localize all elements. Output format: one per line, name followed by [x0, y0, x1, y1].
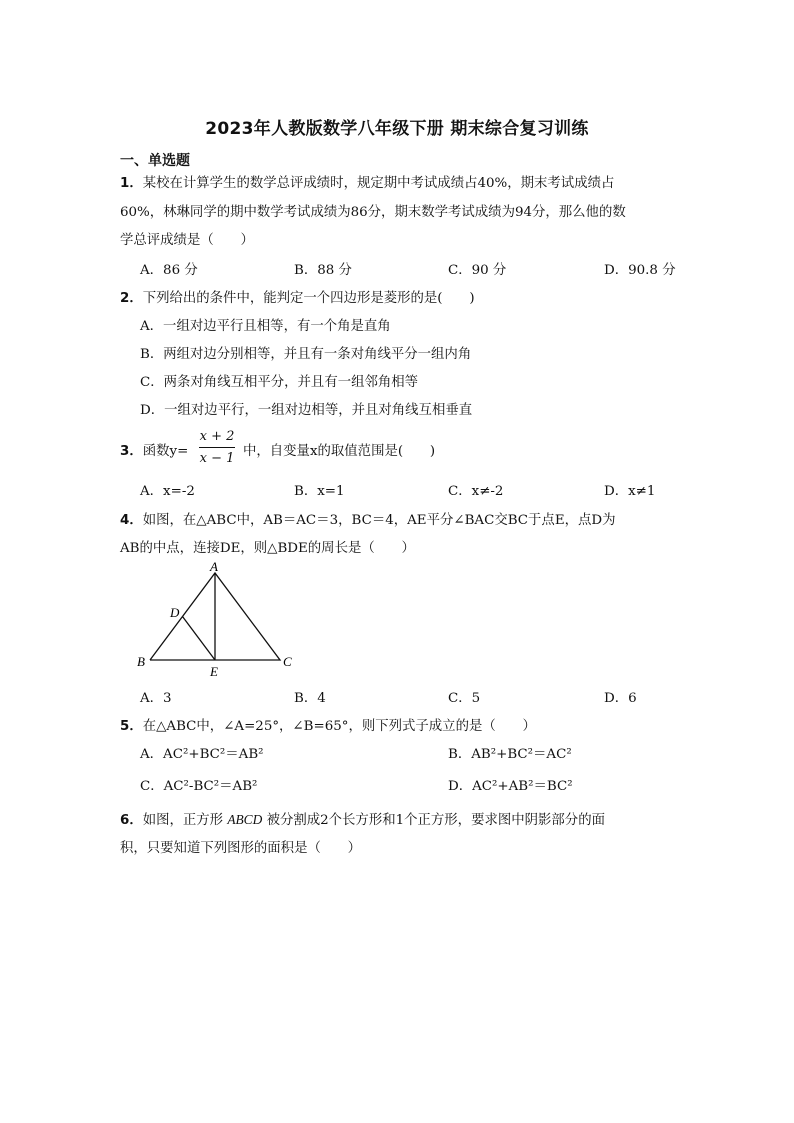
question-4-number: 4． — [120, 513, 143, 528]
section-heading: 一、单选题 — [120, 153, 190, 169]
question-3-line-1: 3．函数y= — [120, 444, 189, 459]
question-2-option-b: B．两组对边分别相等，并且有一条对角线平分一组内角 — [140, 347, 472, 362]
question-3-option-b: B．x=1 — [294, 484, 345, 499]
question-5-option-a: A．AC²+BC²＝AB² — [140, 747, 264, 762]
question-1-option-b: B．88 分 — [294, 263, 352, 278]
question-1-number: 1． — [120, 176, 143, 191]
label-e: E — [210, 664, 218, 679]
question-3-option-c: C．x≠-2 — [448, 484, 504, 499]
segment-de — [183, 617, 216, 661]
label-c: C — [283, 654, 292, 669]
question-2-option-a: A．一组对边平行且相等，有一个角是直角 — [140, 319, 391, 334]
fraction-denominator: x − 1 — [199, 451, 235, 466]
question-4-option-d: D．6 — [604, 691, 637, 706]
label-d: D — [170, 605, 180, 620]
question-3-number: 3． — [120, 444, 143, 459]
question-1-option-c: C．90 分 — [448, 263, 507, 278]
question-4-option-a: A．3 — [140, 691, 172, 706]
question-5-line-1: 5．在△ABC中，∠A=25°，∠B=65°，则下列式子成立的是（ ） — [120, 719, 536, 734]
question-1-line-1: 1．某校在计算学生的数学总评成绩时，规定期中考试成绩占40%，期末考试成绩占 — [120, 176, 615, 191]
fraction-bar — [199, 447, 235, 448]
question-2-option-c: C．两条对角线互相平分，并且有一组邻角相等 — [140, 375, 419, 390]
triangle-figure — [130, 558, 310, 683]
square-name: ABCD — [227, 812, 263, 827]
question-2-number: 2． — [120, 291, 143, 306]
fraction-numerator: x + 2 — [199, 429, 235, 444]
question-4-line-1: 4．如图，在△ABC中，AB＝AC＝3，BC＝4，AE平分∠BAC交BC于点E，点D为 — [120, 513, 616, 528]
question-6-line-1: 6．如图，正方形 ABCD 被分割成2个长方形和1个正方形，要求图中阴影部分的面 — [120, 812, 605, 828]
question-4-option-b: B．4 — [294, 691, 326, 706]
page-title: 2023年人教版数学八年级下册 期末综合复习训练 — [205, 119, 589, 139]
question-4-line-2: AB的中点，连接DE，则△BDE的周长是（ ） — [120, 541, 415, 556]
question-2-line-1: 2．下列给出的条件中，能判定一个四边形是菱形的是( ) — [120, 291, 475, 306]
question-3-option-d: D．x≠1 — [604, 484, 656, 499]
question-3-option-a: A．x=-2 — [140, 484, 195, 499]
question-4-option-c: C．5 — [448, 691, 481, 706]
question-5-option-b: B．AB²+BC²＝AC² — [448, 747, 572, 762]
question-5-option-d: D．AC²+AB²＝BC² — [448, 779, 573, 794]
label-a: A — [210, 559, 218, 574]
label-b: B — [137, 654, 145, 669]
question-1-line-2: 60%，林琳同学的期中数学考试成绩为86分，期末数学考试成绩为94分，那么他的数 — [120, 205, 626, 220]
question-3-line-suffix: 中，自变量x的取值范围是( ) — [243, 444, 436, 459]
question-1-line-3: 学总评成绩是（ ） — [120, 233, 254, 248]
question-5-option-c: C．AC²-BC²＝AB² — [140, 779, 258, 794]
question-6-number: 6． — [120, 813, 143, 828]
question-2-option-d: D．一组对边平行，一组对边相等，并且对角线互相垂直 — [140, 403, 473, 418]
question-1-option-a: A．86 分 — [140, 263, 198, 278]
question-6-line-2: 积，只要知道下列图形的面积是（ ） — [120, 841, 362, 856]
question-5-number: 5． — [120, 719, 143, 734]
question-1-option-d: D．90.8 分 — [604, 263, 676, 278]
